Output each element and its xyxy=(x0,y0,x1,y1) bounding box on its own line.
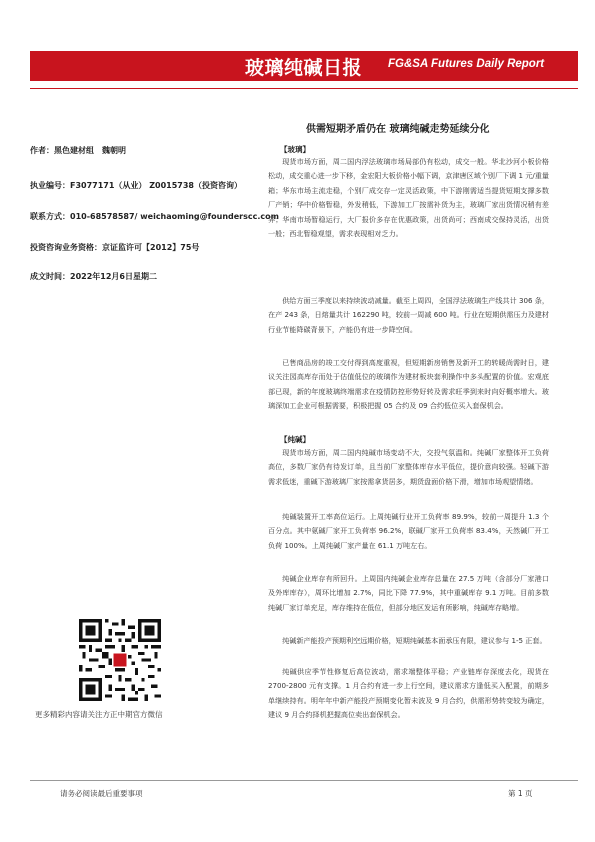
contact-value: 010-68578587/ weichaoming@founderscc.com xyxy=(70,212,279,221)
soda-paragraph-4: 纯碱新产能投产预期利空远期价格，短期纯碱基本面承压有限，建议参与 1-5 正套。 xyxy=(282,636,547,645)
contact-label: 联系方式： xyxy=(30,212,70,221)
header-divider xyxy=(30,88,578,89)
glass-section-tag: 【玻璃】 xyxy=(280,145,310,154)
qualification-label: 投资咨询业务资格： xyxy=(30,243,102,252)
qualification-info xyxy=(30,242,199,253)
page-number: 第 1 页 xyxy=(508,789,533,798)
report-title-cn: 玻璃纯碱日报 xyxy=(245,57,363,79)
qr-caption: 更多精彩内容请关注方正中期官方微信 xyxy=(35,710,163,719)
author-value: 黑色建材组 魏朝明 xyxy=(54,146,126,155)
date-value: 2022年12月6日星期二 xyxy=(70,272,157,281)
document-headline: 供需短期矛盾仍在 玻璃纯碱走势延续分化 xyxy=(306,124,490,135)
license-label: 执业编号： xyxy=(30,181,70,190)
date-info xyxy=(30,271,157,282)
report-title-en: FG&SA Futures Daily Report xyxy=(388,58,545,70)
glass-paragraph-1: 现货市场方面，周二国内浮法玻璃市场局部仍有松动，成交一般。华北沙河小板价格松动，成交重心进一步下移，金宏阳大板价格小幅下调，京津唐区域个别厂下调 1 元/重量箱；华东市场主流走稳，个别厂成交存一定灵活政策，中下游刚需适当提货短期支撑多数厂产销；华中价格暂稳，外发稍低，下游加工厂按需补货为主，玻璃厂家出货情况稍有差异；华南市场暂稳运行，大厂报价多存在优惠政策，出货尚可；西南成交保持灵活，出货一般；西北暂稳观望，需求表现相对乏力。 xyxy=(268,157,549,239)
author-label: 作者： xyxy=(30,146,54,155)
date-label: 成文时间： xyxy=(30,272,70,281)
license-info xyxy=(30,180,242,191)
wechat-qr-code xyxy=(79,619,161,701)
license-value: F3077171（从业） Z0015738（投资咨询） xyxy=(70,181,242,190)
footer-divider xyxy=(30,780,578,781)
qualification-value: 京证监许可【2012】75号 xyxy=(102,243,200,252)
soda-paragraph-3: 纯碱企业库存有所回升。上周国内纯碱企业库存总量在 27.5 万吨（含部分厂家港口及外库库存），周环比增加 2.7%，同比下降 77.9%，其中重碱库存 9.1 万吨。目前多数纯碱厂家订单充足，库存维持在低位，但部分地区发运有所影响，纯碱库存略增。 xyxy=(268,574,549,612)
author-info xyxy=(30,145,126,156)
soda-paragraph-1: 现货市场方面，周二国内纯碱市场变动不大，交投气氛温和。纯碱厂家整体开工负荷高位，多数厂家仍有待发订单，且当前厂家整体库存水平低位，提价意向较强。轻碱下游需求低迷，重碱下游玻璃厂家按需拿货居多，期货盘面价格下滑，增加市场观望情绪。 xyxy=(268,448,549,486)
soda-section-tag: 【纯碱】 xyxy=(280,435,310,444)
contact-info xyxy=(30,211,279,222)
footer-disclaimer: 请务必阅读最后重要事项 xyxy=(60,789,143,798)
glass-paragraph-3: 已售商品房的竣工交付得到高度重视，但短期新房销售及新开工的转暖尚需时日，建议关注园高库存而处于估值低位的玻璃作为建材板块套利操作中多头配置的价值。宏观底部已现，新的年度玻璃终端需求在疫情防控形势好转及需求旺季到来时向好概率增大。玻璃深加工企业可根据需要，积极把握 05 合约及 09 合约低位买入套保机会。 xyxy=(268,358,549,411)
soda-paragraph-2: 纯碱装置开工率高位运行。上周纯碱行业开工负荷率 89.9%，较前一周提升 1.3 个百分点。其中氨碱厂家开工负荷率 96.2%，联碱厂家开工负荷率 83.4%，天然碱厂开工负荷 100%。上周纯碱厂家产量在 61.1 万吨左右。 xyxy=(268,512,549,550)
glass-paragraph-2: 供给方面三季度以来持续波动减量。截至上周四，全国浮法玻璃生产线共计 306 条，在产 243 条，日熔量共计 162290 吨，较前一周减 600 吨。行业在短期供需压力及建材行业节能降碳背景下，产能仍有进一步降空间。 xyxy=(268,296,549,334)
soda-paragraph-5: 纯碱供应季节性修复后高位波动，需求端整体平稳；产业链库存深度去化，现货在 2700-2800 元有支撑。1 月合约有进一步上行空间，建议需求方逢低买入配置，前期多单继续持有。明年年中新产能投产预期变化暂未波及 9 月合约，供需形势转变较为确定，建议 9 月合约择机把握高位卖出套保机会。 xyxy=(268,667,549,720)
